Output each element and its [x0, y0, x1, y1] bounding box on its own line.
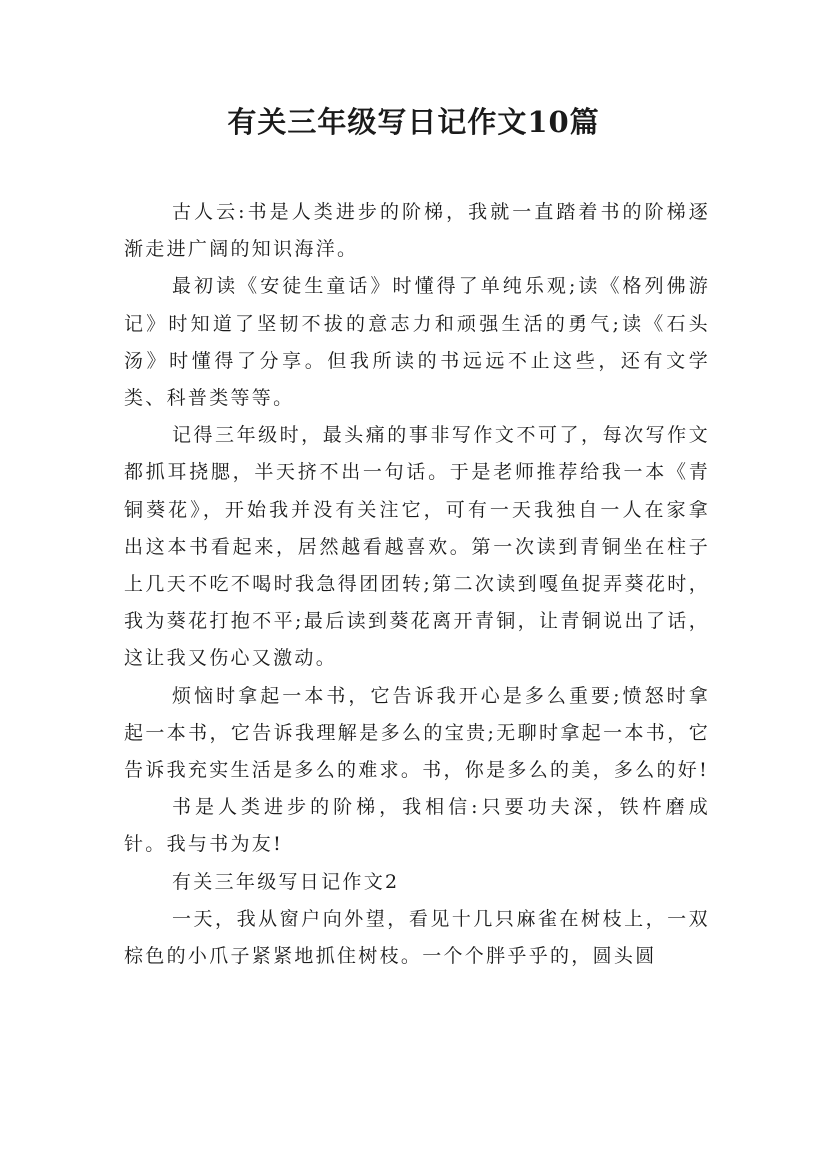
paragraph: 古人云:书是人类进步的阶梯，我就一直踏着书的阶梯逐渐走进广阔的知识海洋。 — [124, 201, 710, 261]
paragraph: 最初读《安徒生童话》时懂得了单纯乐观;读《格列佛游记》时知道了坚韧不拔的意志力和顽强生活的勇气;读《石头汤》时懂得了分享。但我所读的书远远不止这些，还有文学类、科普类等等。 — [124, 275, 710, 410]
paragraph: 记得三年级时，最头痛的事非写作文不可了，每次写作文都抓耳挠腮，半天挤不出一句话。于是老师推荐给我一本《青铜葵花》，开始我并没有关注它，可有一天我独自一人在家拿出这本书看起来，居然越看越喜欢。第一次读到青铜坐在柱子上几天不吃不喝时我急得团团转;第二次读到嘎鱼捉弄葵花时，我为葵花打抱不平;最后读到葵花离开青铜，让青铜说出了话，这让我又伤心又激动。 — [124, 424, 710, 670]
paragraph: 一天，我从窗户向外望，看见十几只麻雀在树枝上，一双棕色的小爪子紧紧地抓住树枝。一个个胖乎乎的，圆头圆 — [124, 907, 710, 968]
paragraph: 烦恼时拿起一本书，它告诉我开心是多么重要;愤怒时拿起一本书，它告诉我理解是多么的宝贵;无聊时拿起一本书，它告诉我充实生活是多么的难求。书，你是多么的美，多么的好! — [124, 684, 710, 782]
section-heading: 有关三年级写日记作文2 — [172, 870, 400, 893]
document-body — [124, 194, 710, 975]
paragraph: 书是人类进步的阶梯，我相信:只要功夫深，铁杵磨成针。我与书为友! — [124, 796, 710, 856]
document-title: 有关三年级写日记作文10篇 — [227, 105, 600, 139]
